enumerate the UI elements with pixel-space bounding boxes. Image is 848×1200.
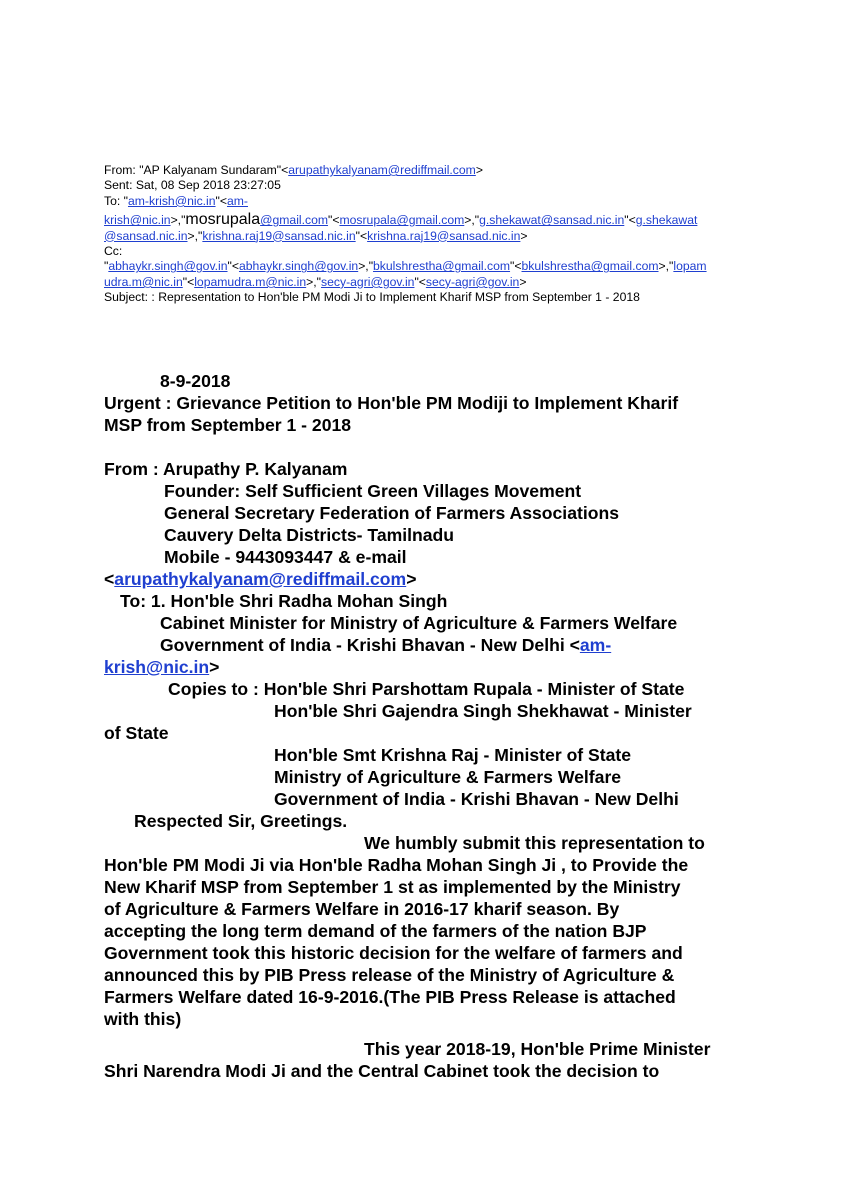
- copies-item: Government of India - Krishi Bhavan - New Delhi: [274, 789, 679, 809]
- paragraph-line: accepting the long term demand of the farmers of the nation BJP: [104, 921, 647, 941]
- cc-line: "abhaykr.singh@gov.in"<abhaykr.singh@gov.in>,"bkulshrestha@gmail.com"<bkulshrestha@gmail.com>,"lopam: [104, 259, 707, 274]
- copies-item: Ministry of Agriculture & Farmers Welfare: [274, 767, 622, 787]
- recipient-role: Government of India - Krishi Bhavan - New Delhi <am-: [160, 635, 612, 655]
- to-email-link[interactable]: krishna.raj19@sansad.nic.in: [367, 228, 521, 243]
- copies-item: Hon'ble Shri Gajendra Singh Shekhawat - Minister: [274, 701, 692, 721]
- letter-title: Urgent : Grievance Petition to Hon'ble PM Modiji to Implement Kharif: [104, 393, 679, 413]
- recipient-email-link[interactable]: am-: [579, 635, 612, 655]
- cc-label: Cc:: [104, 244, 123, 259]
- cc-email-link[interactable]: abhaykr.singh@gov.in: [238, 259, 359, 274]
- sender-email: <arupathykalyanam@rediffmail.com>: [104, 569, 417, 589]
- sender-line: From : Arupathy P. Kalyanam: [104, 459, 348, 479]
- to-line-cont: @sansad.nic.in>,"krishna.raj19@sansad.nic.in"<krishna.raj19@sansad.nic.in>: [104, 228, 528, 243]
- copies-item-cont: of State: [104, 723, 169, 743]
- copies-item: Hon'ble Smt Krishna Raj - Minister of State: [274, 745, 632, 765]
- to-email-link[interactable]: g.shekawat: [635, 213, 698, 228]
- to-email-link[interactable]: am-krish@nic.in: [127, 193, 216, 208]
- cc-email-link[interactable]: lopamudra.m@nic.in: [194, 274, 307, 289]
- cc-email-link[interactable]: lopam: [673, 259, 707, 274]
- letter-title-cont: MSP from September 1 - 2018: [104, 415, 352, 435]
- to-email-link[interactable]: krish@nic.in: [104, 213, 171, 228]
- cc-email-link[interactable]: bkulshrestha@gmail.com: [521, 259, 659, 274]
- paragraph-line: This year 2018-19, Hon'ble Prime Minister: [364, 1039, 711, 1059]
- sent-line: Sent: Sat, 08 Sep 2018 23:27:05: [104, 178, 281, 193]
- salutation: Respected Sir, Greetings.: [134, 811, 348, 831]
- paragraph-line: We humbly submit this representation to: [364, 833, 705, 853]
- to-line: To: "am-krish@nic.in"<am-: [104, 193, 248, 208]
- cc-email-link[interactable]: secy-agri@gov.in: [321, 274, 415, 289]
- sender-email-link[interactable]: arupathykalyanam@rediffmail.com: [114, 569, 407, 589]
- paragraph-line: Farmers Welfare dated 16-9-2016.(The PIB Press Release is attached: [104, 987, 676, 1007]
- recipient-role: Cabinet Minister for Ministry of Agriculture & Farmers Welfare: [160, 613, 678, 633]
- recipient-line: To: 1. Hon'ble Shri Radha Mohan Singh: [120, 591, 448, 611]
- recipient-email-link[interactable]: krish@nic.in: [104, 657, 210, 677]
- from-email-link[interactable]: arupathykalyanam@rediffmail.com: [288, 163, 476, 177]
- sender-role: Founder: Self Sufficient Green Villages Movement: [164, 481, 582, 501]
- to-email-link[interactable]: g.shekawat@sansad.nic.in: [479, 213, 625, 228]
- paragraph-line: Government took this historic decision for the welfare of farmers and: [104, 943, 683, 963]
- to-email-link[interactable]: @gmail.com: [260, 213, 329, 228]
- paragraph-line: New Kharif MSP from September 1 st as implemented by the Ministry: [104, 877, 681, 897]
- cc-email-link[interactable]: udra.m@nic.in: [104, 274, 183, 289]
- to-email-link[interactable]: am-: [226, 193, 248, 208]
- paragraph-line: of Agriculture & Farmers Welfare in 2016-17 kharif season. By: [104, 899, 620, 919]
- recipient-email-cont: krish@nic.in>: [104, 657, 220, 677]
- to-email-link[interactable]: @sansad.nic.in: [104, 228, 188, 243]
- paragraph-line: announced this by PIB Press release of the Ministry of Agriculture &: [104, 965, 675, 985]
- email-header: [104, 163, 764, 306]
- cc-line-cont: udra.m@nic.in"<lopamudra.m@nic.in>,"secy-agri@gov.in"<secy-agri@gov.in>: [104, 274, 527, 289]
- copies-line: Copies to : Hon'ble Shri Parshottam Rupala - Minister of State: [168, 679, 685, 699]
- to-email-link[interactable]: krishna.raj19@sansad.nic.in: [202, 228, 356, 243]
- to-email-link[interactable]: mosrupala@gmail.com: [339, 213, 465, 228]
- cc-email-link[interactable]: bkulshrestha@gmail.com: [373, 259, 511, 274]
- to-line-cont: krish@nic.in>,"mosrupala@gmail.com"<mosrupala@gmail.com>,"g.shekawat@sansad.nic.in"<g.shekawat: [104, 211, 698, 229]
- sender-role: General Secretary Federation of Farmers Associations: [164, 503, 620, 523]
- paragraph-line: Hon'ble PM Modi Ji via Hon'ble Radha Mohan Singh Ji , to Provide the: [104, 855, 689, 875]
- cc-email-link[interactable]: secy-agri@gov.in: [425, 274, 520, 289]
- paragraph-line: with this): [104, 1009, 182, 1029]
- sender-contact: Mobile - 9443093447 & e-mail: [164, 547, 407, 567]
- letter-date: 8-9-2018: [160, 371, 231, 391]
- paragraph-line: Shri Narendra Modi Ji and the Central Cabinet took the decision to: [104, 1061, 660, 1081]
- subject-line: Subject: : Representation to Hon'ble PM Modi Ji to Implement Kharif MSP from September 1 - 2018: [104, 290, 640, 305]
- sender-role: Cauvery Delta Districts- Tamilnadu: [164, 525, 455, 545]
- cc-email-link[interactable]: abhaykr.singh@gov.in: [108, 259, 228, 274]
- from-line: From: "AP Kalyanam Sundaram"<arupathykalyanam@rediffmail.com>: [104, 163, 483, 177]
